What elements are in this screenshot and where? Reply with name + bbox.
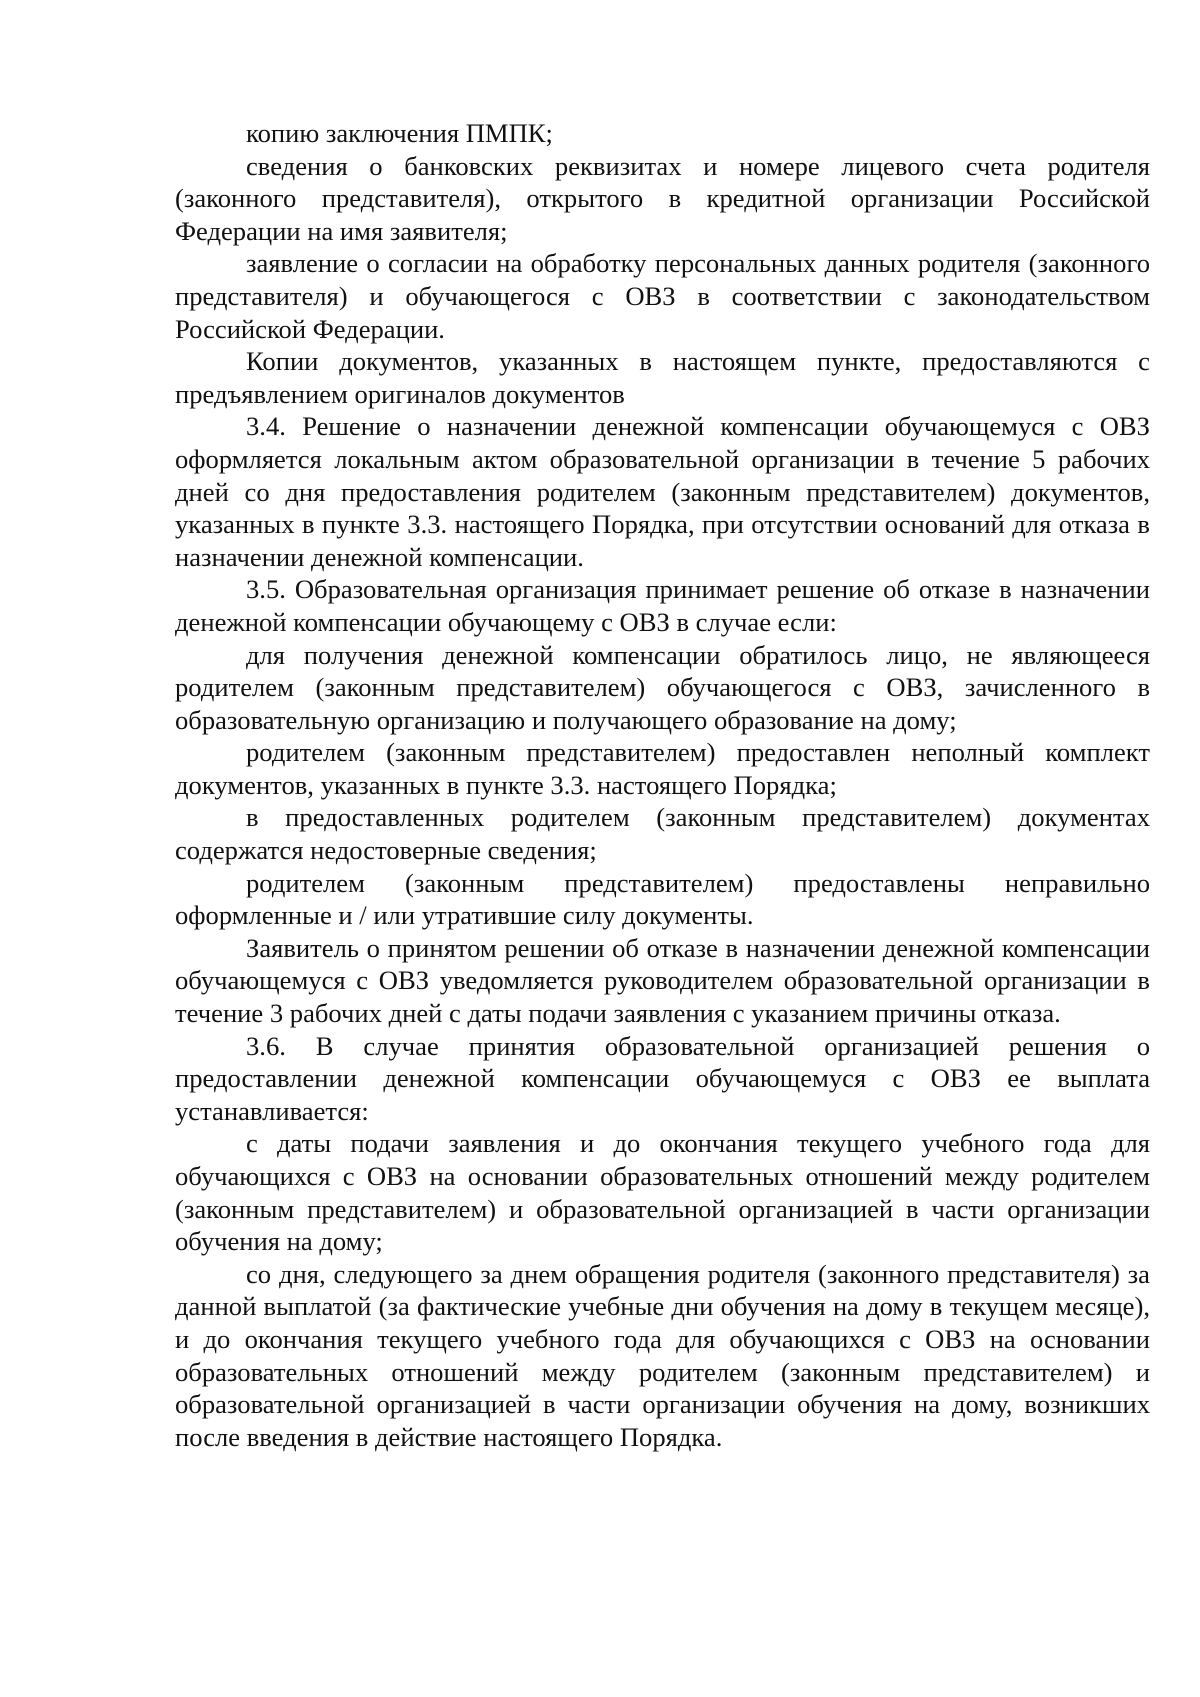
paragraph-refusal-reason-1: для получения денежной компенсации обратилось лицо, не являющееся родителем (законным представителем) обучающегося с ОВЗ, зачисленного в образовательную организацию и получающего образование на дому; <box>175 639 1150 735</box>
paragraph-payment-start-2: со дня, следующего за днем обращения родителя (законного представителя) за данной выплатой (за фактические учебные дни обучения на дому в текущем месяце), и до окончания текущего учебного года для обучающихся с ОВЗ на основании образовательных отношений между родителем (законным представителем) и образовательной организацией в части организации обучения на дому, возникших после введения в действие настоящего Порядка. <box>175 1258 1150 1452</box>
paragraph-document-copies: Копии документов, указанных в настоящем пункте, предоставляются с предъявлением оригиналов документов <box>175 346 1150 409</box>
paragraph-refusal-reason-2: родителем (законным представителем) предоставлен неполный комплект документов, указанных в пункте 3.3. настоящего Порядка; <box>175 737 1150 800</box>
paragraph-pmpk-copy: копию заключения ПМПК; <box>246 118 553 148</box>
paragraph-refusal-notification: Заявитель о принятом решении об отказе в назначении денежной компенсации обучающемуся с ОВЗ уведомляется руководителем образовательной организации в течение 3 рабочих дней с даты подачи заявления с указанием причины отказа. <box>175 932 1150 1029</box>
paragraph-3-6: 3.6. В случае принятия образовательной организацией решения о предоставлении денежной компенсации обучающемуся с ОВЗ ее выплата устанавливается: <box>175 1030 1150 1126</box>
document-body <box>175 117 1150 1453</box>
paragraph-refusal-reason-3: в предоставленных родителем (законным представителем) документах содержатся недостоверные сведения; <box>175 802 1150 866</box>
paragraph-payment-start-1: с даты подачи заявления и до окончания текущего учебного года для обучающихся с ОВЗ на основании образовательных отношений между родителем (законным представителем) и образовательной организацией в части организации обучения на дому; <box>175 1128 1150 1257</box>
paragraph-bank-details: сведения о банковских реквизитах и номере лицевого счета родителя (законного представителя), открытого в кредитной организации Российской Федерации на имя заявителя; <box>175 150 1150 246</box>
paragraph-3-4: 3.4. Решение о назначении денежной компенсации обучающемуся с ОВЗ оформляется локальным актом образовательной организации в течение 5 рабочих дней со дня предоставления родителем (законным представителем) документов, указанных в пункте 3.3. настоящего Порядка, при отсутствии оснований для отказа в назначении денежной компенсации. <box>175 411 1150 572</box>
paragraph-consent-statement: заявление о согласии на обработку персональных данных родителя (законного представителя) и обучающегося с ОВЗ в соответствии с законодательством Российской Федерации. <box>175 248 1150 344</box>
paragraph-3-5: 3.5. Образовательная организация принимает решение об отказе в назначении денежной компенсации обучающему с ОВЗ в случае если: <box>175 574 1150 637</box>
paragraph-refusal-reason-4: родителем (законным представителем) предоставлены неправильно оформленные и / или утратившие силу документы. <box>175 867 1150 931</box>
